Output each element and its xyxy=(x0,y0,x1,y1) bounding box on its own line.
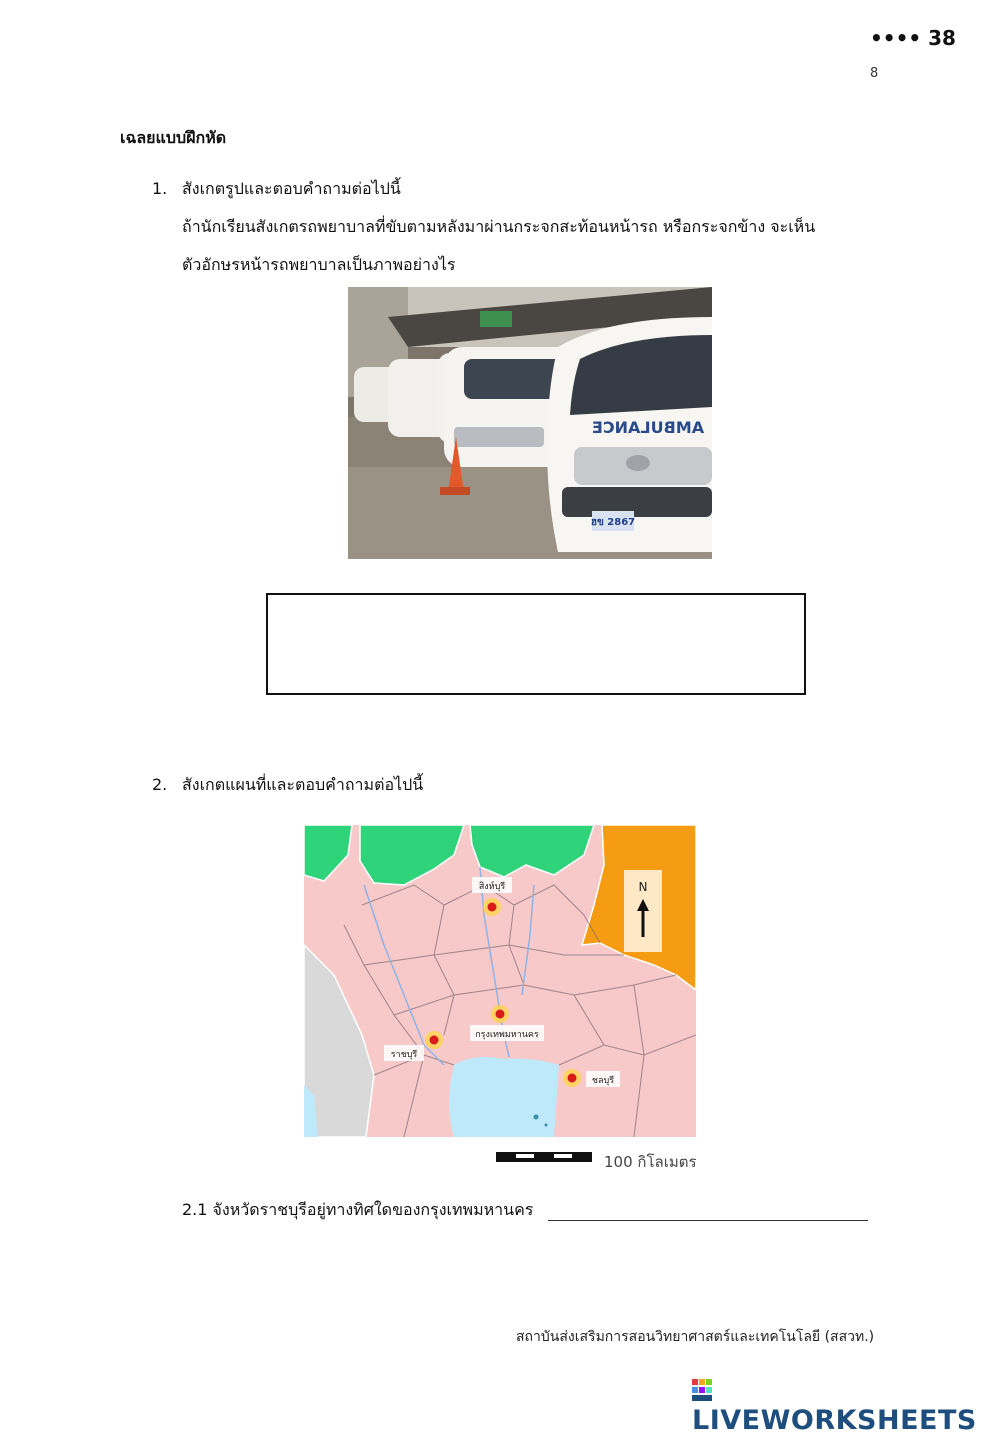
question-2-1-text: 2.1 จังหวัดราชบุรีอยู่ทางทิศใดของกรุงเทพมหานคร xyxy=(182,1200,534,1219)
question-2-prompt: สังเกตแผนที่และตอบคำถามต่อไปนี้ xyxy=(182,775,424,794)
question-1-text-line-1: ถ้านักเรียนสังเกตรถพยาบาลที่ขับตามหลังมาผ่านกระจกสะท้อนหน้ารถ หรือกระจกข้าง จะเห็น xyxy=(182,217,816,236)
answer-box-question-1[interactable] xyxy=(266,593,806,695)
question-1-prompt: สังเกตรูปและตอบคำถามต่อไปนี้ xyxy=(182,179,401,198)
question-2-number: 2. xyxy=(152,775,168,794)
map-label-singburi: สิงห์บุรี xyxy=(478,882,506,892)
ambulance-mirrored-text: AMBULANCE xyxy=(591,418,705,437)
page-number: •••• 38 xyxy=(870,26,956,50)
question-1-text-line-2: ตัวอักษรหน้ารถพยาบาลเป็นภาพอย่างไร xyxy=(182,255,456,274)
page-sub-number: 8 xyxy=(870,66,879,81)
license-plate: ฮข 2867 xyxy=(590,517,636,528)
question-1-number: 1. xyxy=(152,179,168,198)
map-label-bangkok: กรุงเทพมหานคร xyxy=(475,1030,539,1040)
map-scale-label: 100 กิโลเมตร xyxy=(604,1153,697,1171)
map-scale-bar xyxy=(496,1149,596,1168)
map-label-ratchaburi: ราชบุรี xyxy=(390,1050,418,1060)
footer-institution: สถาบันส่งเสริมการสอนวิทยาศาสตร์และเทคโนโลยี (สสวท.) xyxy=(516,1329,875,1345)
answer-line-question-2-1[interactable] xyxy=(548,1220,868,1221)
ambulance-photo xyxy=(348,287,712,559)
brand-name: LIVEWORKSHEETS xyxy=(692,1405,977,1436)
region-map xyxy=(304,825,696,1137)
map-label-chonburi: ชลบุรี xyxy=(591,1076,615,1086)
page-title: เฉลยแบบฝึกหัด xyxy=(120,128,227,147)
brand-logo xyxy=(692,1374,1000,1436)
liveworksheets-logo-icon xyxy=(692,1379,712,1401)
north-label: N xyxy=(638,880,648,894)
